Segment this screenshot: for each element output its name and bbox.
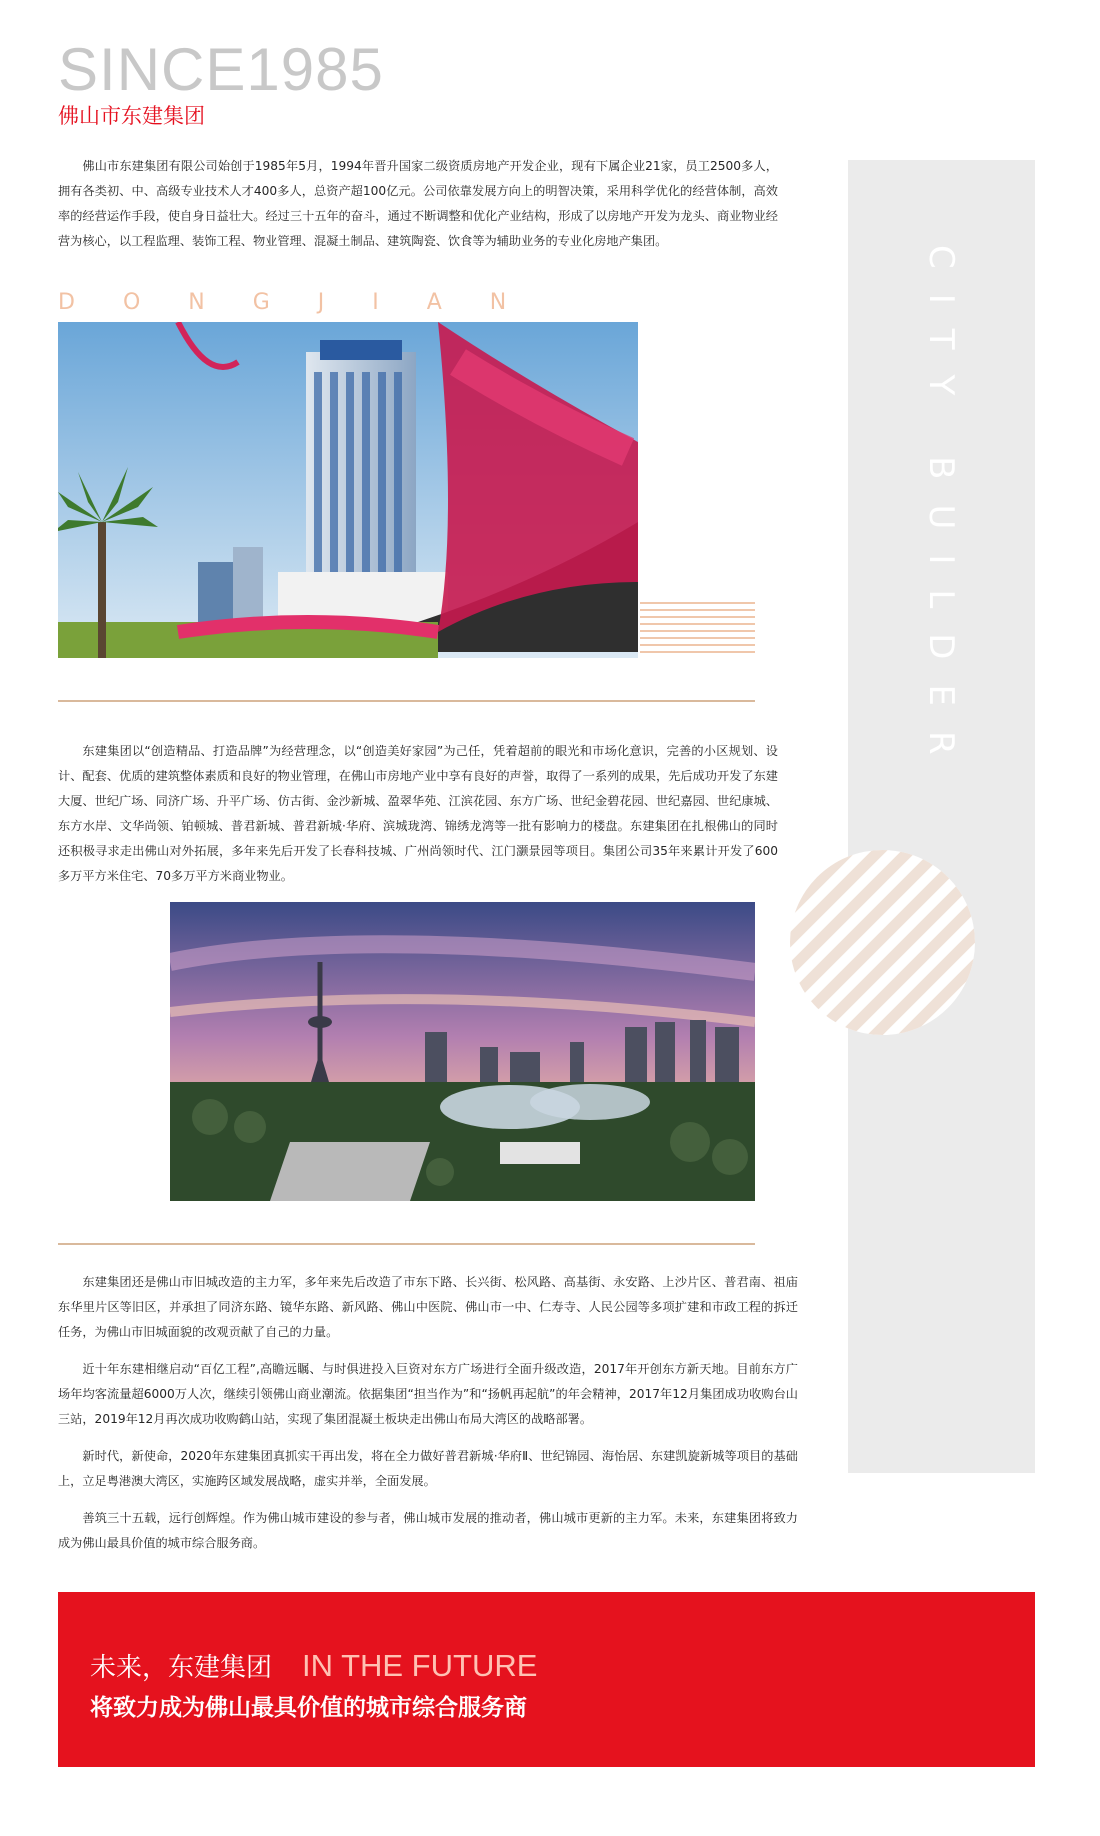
- city-builder-label: CITY BUILDER: [921, 245, 961, 780]
- renewal-paragraph: 东建集团还是佛山市旧城改造的主力军，多年来先后改造了市东下路、长兴街、松风路、高基街、永安路、上沙片区、普君南、祖庙东华里片区等旧区，并承担了同济东路、镜华东路、新风路、佛山中医院、佛山市一中、仁寿寺、人民公园等多项扩建和市政工程的拆迁任务，为佛山市旧城面貌的改观贡献了自己的力量。: [58, 1275, 798, 1339]
- intro-paragraph: 佛山市东建集团有限公司始创于1985年5月，1994年晋升国家二级资质房地产开发企业，现有下属企业21家，员工2500多人，拥有各类初、中、高级专业技术人才400多人，总资产超100亿元。公司依靠发展方向上的明智决策，采用科学优化的经营体制，高效率的经营运作手段，使自身日益壮大。经过三十五年的奋斗，通过不断调整和优化产业结构，形成了以房地产开发为龙头、商业物业经营为核心，以工程监理、装饰工程、物业管理、混凝土制品、建筑陶瓷、饮食等为辅助业务的专业化房地产集团。: [58, 159, 778, 248]
- renewal-paragraph: 近十年东建相继启动“百亿工程”,高瞻远瞩、与时俱进投入巨资对东方广场进行全面升级改造，2017年开创东方新天地。目前东方广场年均客流量超6000万人次，继续引领佛山商业潮流。依据集团“担当作为”和“扬帆再起航”的年会精神，2017年12月集团成功收购台山三站，2019年12月再次成功收购鹤山站，实现了集团混凝土板块走出佛山布局大湾区的战略部署。: [58, 1362, 798, 1426]
- city-builder-vertical-text: [890, 235, 990, 815]
- stripe-decor: [640, 601, 755, 657]
- city-skyline-photo: [170, 902, 755, 1201]
- renewal-paragraph: 新时代，新使命，2020年东建集团真抓实干再出发，将在全力做好普君新城·华府Ⅱ、世纪锦园、海怡居、东建凯旋新城等项目的基础上，立足粤港澳大湾区，实施跨区域发展战略，虚实并举，全面发展。: [58, 1449, 798, 1488]
- development-section: [58, 739, 778, 889]
- development-paragraph: 东建集团以“创造精品、打造品牌”为经营理念，以“创造美好家园”为己任，凭着超前的眼光和市场化意识，完善的小区规划、设计、配套、优质的建筑整体素质和良好的物业管理，在佛山市房地产业中享有良好的声誉，取得了一系列的成果，先后成功开发了东建大厦、世纪广场、同济广场、升平广场、仿古街、金沙新城、盈翠华苑、江滨花园、东方广场、世纪金碧花园、世纪嘉园、世纪康城、东方水岸、文华尚领、铂顿城、普君新城、普君新城·华府、滨城珑湾、锦绣龙湾等一批有影响力的楼盘。东建集团在扎根佛山的同时还积极寻求走出佛山对外拓展，多年来先后开发了长春科技城、广州尚领时代、江门灏景园等项目。集团公司35年来累计开发了600多万平方米住宅、70多万平方米商业物业。: [58, 744, 778, 883]
- striped-circle-decor: [790, 850, 975, 1035]
- footer-slogan: 将致力成为佛山最具价值的城市综合服务商: [90, 1695, 527, 1721]
- footer-tagline: [90, 1650, 537, 1681]
- tower-photo: [58, 322, 638, 658]
- tower-photo-illustration: [58, 322, 638, 658]
- company-name: 佛山市东建集团: [58, 104, 205, 128]
- since-title: SINCE1985: [58, 36, 384, 103]
- section-divider: [58, 700, 755, 702]
- dongjian-decor-text: DONGJIAN: [58, 290, 555, 315]
- footer-tagline-cn: 未来，东建集团: [90, 1653, 273, 1683]
- intro-section: [58, 154, 778, 254]
- section-divider: [58, 1243, 755, 1245]
- footer-tagline-en: IN THE FUTURE: [302, 1648, 538, 1683]
- renewal-paragraph: 善筑三十五载，远行创辉煌。作为佛山城市建设的参与者，佛山城市发展的推动者，佛山城市更新的主力军。未来，东建集团将致力成为佛山最具价值的城市综合服务商。: [58, 1511, 798, 1550]
- city-skyline-illustration: [170, 902, 755, 1201]
- renewal-section: [58, 1270, 798, 1568]
